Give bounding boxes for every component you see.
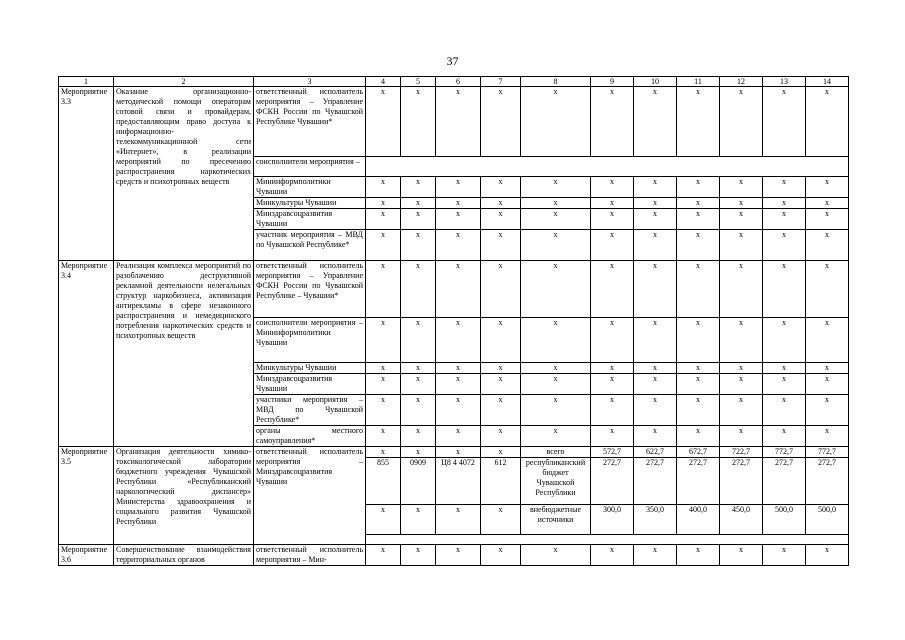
mark-cell: х xyxy=(521,198,591,209)
col-header: 9 xyxy=(591,77,634,87)
mark-cell: х xyxy=(763,426,806,447)
value-cell: 272,7 xyxy=(763,458,806,505)
col-header: 12 xyxy=(720,77,763,87)
table-row xyxy=(59,545,849,566)
mark-cell: х xyxy=(436,230,481,261)
mark-cell: х xyxy=(806,426,849,447)
mark-cell: х xyxy=(806,318,849,363)
measure-description: Реализация комплекса мероприятий по разоблачению деструктивной рекламной деятельности нелегальных структур наркобизнеса, активизация антирекламы в сфере незаконного распространения и немедицинского потребления наркотических средств и психотропных веществ xyxy=(114,261,254,447)
participant-cell: Минздравсоцразвития Чувашии xyxy=(254,209,366,230)
mark-cell: х xyxy=(521,261,591,318)
mark-cell: х xyxy=(481,363,521,374)
mark-cell: х xyxy=(806,261,849,318)
col-header: 13 xyxy=(763,77,806,87)
mark-cell: х xyxy=(401,447,436,458)
mark-cell: х xyxy=(521,426,591,447)
participant-cell: органы местного самоуправления* xyxy=(254,426,366,447)
mark-cell: х xyxy=(401,545,436,566)
col-header: 5 xyxy=(401,77,436,87)
mark-cell: х xyxy=(634,87,677,157)
mark-cell: х xyxy=(763,177,806,198)
col-header: 10 xyxy=(634,77,677,87)
mark-cell: х xyxy=(634,177,677,198)
budget-code: 855 xyxy=(366,458,401,505)
mark-cell: х xyxy=(634,395,677,426)
mark-cell: х xyxy=(436,198,481,209)
value-cell: 572,7 xyxy=(591,447,634,458)
budget-code: 0909 xyxy=(401,458,436,505)
mark-cell: х xyxy=(634,374,677,395)
budget-code: Ц8 4 4072 xyxy=(436,458,481,505)
program-table xyxy=(58,76,849,566)
mark-cell: х xyxy=(401,209,436,230)
mark-cell: х xyxy=(806,87,849,157)
mark-cell: х xyxy=(634,426,677,447)
mark-cell: х xyxy=(481,374,521,395)
measure-description: Совершенствование взаимодействия территориальных органов xyxy=(114,545,254,566)
mark-cell: х xyxy=(401,261,436,318)
mark-cell: х xyxy=(591,374,634,395)
mark-cell: х xyxy=(763,261,806,318)
mark-cell: х xyxy=(763,395,806,426)
measure-id: Мероприятие 3.6 xyxy=(59,545,114,566)
mark-cell: х xyxy=(677,318,720,363)
value-cell: 772,7 xyxy=(806,447,849,458)
col-header: 3 xyxy=(254,77,366,87)
mark-cell: х xyxy=(481,505,521,535)
mark-cell: х xyxy=(481,395,521,426)
col-header: 8 xyxy=(521,77,591,87)
table-row xyxy=(59,261,849,318)
mark-cell: х xyxy=(763,374,806,395)
participant-cell: Минздравсоцразвития Чувашии xyxy=(254,374,366,395)
mark-cell: х xyxy=(591,87,634,157)
participant-cell: участник мероприятия – МВД по Чувашской Республике* xyxy=(254,230,366,261)
mark-cell: х xyxy=(521,230,591,261)
mark-cell: х xyxy=(366,87,401,157)
mark-cell: х xyxy=(806,209,849,230)
mark-cell: х xyxy=(481,177,521,198)
mark-cell: х xyxy=(806,198,849,209)
mark-cell: х xyxy=(720,230,763,261)
measure-description: Организация деятельности химико-токсикологической лаборатории бюджетного учреждения Чувашской Республики «Республиканский наркологический диспансер» Министерства здравоохранения и социального развития Чувашской Республики xyxy=(114,447,254,545)
participant-cell: Мининформполитики Чувашии xyxy=(254,177,366,198)
participant-cell: ответственный исполнитель мероприятия – Минздравсоцразвития Чувашии xyxy=(254,447,366,545)
mark-cell: х xyxy=(481,209,521,230)
participant-cell: ответственный исполнитель мероприятия – Мин- xyxy=(254,545,366,566)
mark-cell: х xyxy=(366,374,401,395)
value-cell: 450,0 xyxy=(720,505,763,535)
mark-cell: х xyxy=(481,230,521,261)
mark-cell: х xyxy=(677,395,720,426)
mark-cell: х xyxy=(720,261,763,318)
value-cell: 272,7 xyxy=(591,458,634,505)
budget-code: 612 xyxy=(481,458,521,505)
table-row xyxy=(59,447,849,458)
mark-cell: х xyxy=(436,447,481,458)
mark-cell: х xyxy=(591,545,634,566)
col-header: 11 xyxy=(677,77,720,87)
mark-cell: х xyxy=(677,426,720,447)
measure-id: Мероприятие 3.3 xyxy=(59,87,114,261)
mark-cell: х xyxy=(436,318,481,363)
funding-source: всего xyxy=(521,447,591,458)
mark-cell: х xyxy=(806,230,849,261)
mark-cell: х xyxy=(591,177,634,198)
value-cell: 350,0 xyxy=(634,505,677,535)
mark-cell: х xyxy=(677,545,720,566)
mark-cell: х xyxy=(366,198,401,209)
mark-cell: х xyxy=(720,177,763,198)
header-row xyxy=(59,77,849,87)
mark-cell: х xyxy=(634,318,677,363)
mark-cell: х xyxy=(806,395,849,426)
mark-cell: х xyxy=(401,318,436,363)
mark-cell: х xyxy=(366,505,401,535)
value-cell: 622,7 xyxy=(634,447,677,458)
value-cell: 272,7 xyxy=(720,458,763,505)
mark-cell: х xyxy=(763,318,806,363)
mark-cell: х xyxy=(806,363,849,374)
page-number: 37 xyxy=(446,54,459,68)
mark-cell: х xyxy=(591,426,634,447)
mark-cell: х xyxy=(720,374,763,395)
mark-cell: х xyxy=(401,426,436,447)
mark-cell: х xyxy=(677,87,720,157)
mark-cell: х xyxy=(591,363,634,374)
mark-cell: х xyxy=(591,261,634,318)
value-cell: 672,7 xyxy=(677,447,720,458)
mark-cell: х xyxy=(436,177,481,198)
value-cell: 722,7 xyxy=(720,447,763,458)
value-cell: 400,0 xyxy=(677,505,720,535)
empty-cell xyxy=(366,157,849,177)
mark-cell: х xyxy=(763,87,806,157)
value-cell: 300,0 xyxy=(591,505,634,535)
mark-cell: х xyxy=(677,261,720,318)
mark-cell: х xyxy=(401,505,436,535)
mark-cell: х xyxy=(401,198,436,209)
mark-cell: х xyxy=(634,230,677,261)
mark-cell: х xyxy=(521,87,591,157)
mark-cell: х xyxy=(366,261,401,318)
mark-cell: х xyxy=(481,261,521,318)
mark-cell: х xyxy=(677,374,720,395)
mark-cell: х xyxy=(481,198,521,209)
mark-cell: х xyxy=(521,395,591,426)
mark-cell: х xyxy=(481,426,521,447)
mark-cell: х xyxy=(677,198,720,209)
mark-cell: х xyxy=(366,545,401,566)
participant-cell: Минкультуры Чувашии xyxy=(254,363,366,374)
mark-cell: х xyxy=(720,395,763,426)
col-header: 6 xyxy=(436,77,481,87)
value-cell: 272,7 xyxy=(806,458,849,505)
mark-cell: х xyxy=(763,230,806,261)
participant-cell: соисполнители мероприятия – Мининформполитики Чувашии xyxy=(254,318,366,363)
mark-cell: х xyxy=(634,363,677,374)
mark-cell: х xyxy=(366,177,401,198)
col-header: 7 xyxy=(481,77,521,87)
mark-cell: х xyxy=(763,363,806,374)
mark-cell: х xyxy=(401,177,436,198)
mark-cell: х xyxy=(763,209,806,230)
value-cell: 272,7 xyxy=(634,458,677,505)
participant-cell: ответственный исполнитель мероприятия – Управление ФСКН России по Чувашской Республике – Чувашии* xyxy=(254,261,366,318)
value-cell: 500,0 xyxy=(806,505,849,535)
mark-cell: х xyxy=(481,318,521,363)
mark-cell: х xyxy=(521,363,591,374)
mark-cell: х xyxy=(366,447,401,458)
mark-cell: х xyxy=(763,545,806,566)
col-header: 2 xyxy=(114,77,254,87)
mark-cell: х xyxy=(401,395,436,426)
mark-cell: х xyxy=(366,209,401,230)
mark-cell: х xyxy=(521,374,591,395)
mark-cell: х xyxy=(591,209,634,230)
mark-cell: х xyxy=(591,318,634,363)
mark-cell: х xyxy=(436,505,481,535)
mark-cell: х xyxy=(366,426,401,447)
value-cell: 772,7 xyxy=(763,447,806,458)
mark-cell: х xyxy=(436,545,481,566)
mark-cell: х xyxy=(366,318,401,363)
mark-cell: х xyxy=(806,545,849,566)
mark-cell: х xyxy=(481,447,521,458)
mark-cell: х xyxy=(806,177,849,198)
mark-cell: х xyxy=(521,318,591,363)
mark-cell: х xyxy=(720,363,763,374)
mark-cell: х xyxy=(436,87,481,157)
mark-cell: х xyxy=(720,318,763,363)
mark-cell: х xyxy=(720,426,763,447)
measure-description: Оказание организационно-методической помощи операторам сотовой связи и провайдерам, предоставляющим право доступа к информационно-телекоммуникационной сети «Интернет», в реализации мероприятий по пресечению распространения наркотических средств и психотропных веществ xyxy=(114,87,254,261)
mark-cell: х xyxy=(436,363,481,374)
mark-cell: х xyxy=(401,363,436,374)
mark-cell: х xyxy=(436,374,481,395)
mark-cell: х xyxy=(763,198,806,209)
mark-cell: х xyxy=(366,395,401,426)
measure-id: Мероприятие 3.5 xyxy=(59,447,114,545)
mark-cell: х xyxy=(720,209,763,230)
table-row xyxy=(59,87,849,157)
mark-cell: х xyxy=(436,209,481,230)
mark-cell: х xyxy=(720,87,763,157)
mark-cell: х xyxy=(634,261,677,318)
mark-cell: х xyxy=(436,261,481,318)
mark-cell: х xyxy=(677,230,720,261)
mark-cell: х xyxy=(591,198,634,209)
mark-cell: х xyxy=(591,395,634,426)
mark-cell: х xyxy=(634,209,677,230)
mark-cell: х xyxy=(677,177,720,198)
mark-cell: х xyxy=(481,545,521,566)
mark-cell: х xyxy=(521,177,591,198)
mark-cell: х xyxy=(720,198,763,209)
participant-cell: Минкультуры Чувашии xyxy=(254,198,366,209)
participant-cell: участники мероприятия – МВД по Чувашской Республике* xyxy=(254,395,366,426)
mark-cell: х xyxy=(481,87,521,157)
mark-cell: х xyxy=(591,230,634,261)
mark-cell: х xyxy=(634,198,677,209)
mark-cell: х xyxy=(436,426,481,447)
mark-cell: х xyxy=(521,545,591,566)
empty-cell xyxy=(366,535,849,545)
mark-cell: х xyxy=(677,363,720,374)
funding-source: республиканский бюджет Чувашской Республики xyxy=(521,458,591,505)
value-cell: 272,7 xyxy=(677,458,720,505)
mark-cell: х xyxy=(366,230,401,261)
participant-cell: соисполнители мероприятия – xyxy=(254,157,366,177)
funding-source: внебюджетные источники xyxy=(521,505,591,535)
mark-cell: х xyxy=(401,87,436,157)
mark-cell: х xyxy=(366,363,401,374)
mark-cell: х xyxy=(634,545,677,566)
participant-cell: ответственный исполнитель мероприятия – Управление ФСКН России по Чувашской Республике Чувашии* xyxy=(254,87,366,157)
mark-cell: х xyxy=(521,209,591,230)
mark-cell: х xyxy=(436,395,481,426)
col-header: 4 xyxy=(366,77,401,87)
mark-cell: х xyxy=(806,374,849,395)
value-cell: 500,0 xyxy=(763,505,806,535)
col-header: 1 xyxy=(59,77,114,87)
mark-cell: х xyxy=(720,545,763,566)
col-header: 14 xyxy=(806,77,849,87)
measure-id: Мероприятие 3.4 xyxy=(59,261,114,447)
mark-cell: х xyxy=(401,230,436,261)
mark-cell: х xyxy=(401,374,436,395)
mark-cell: х xyxy=(677,209,720,230)
